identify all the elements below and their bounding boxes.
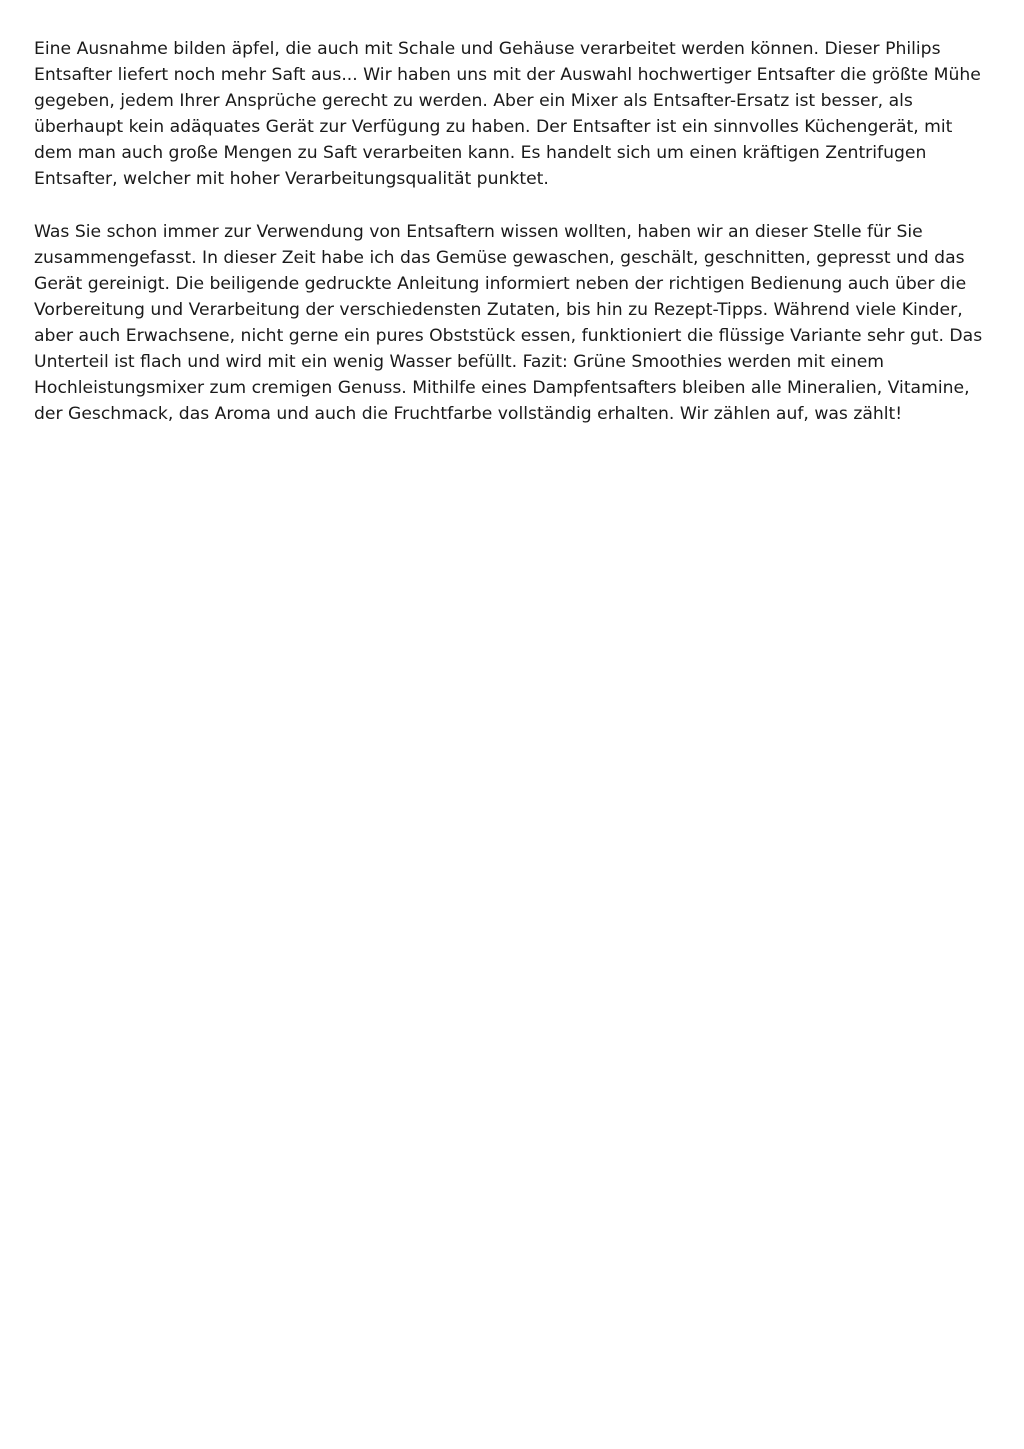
body-paragraph-1: Eine Ausnahme bilden äpfel, die auch mit Schale und Gehäuse verarbeitet werden können. Dieser Philips Entsafter liefert noch mehr Saft aus... Wir haben uns mit der Auswahl hochwertiger Entsafter die größte Mühe gegeben, jedem Ihrer Ansprüche gerecht zu werden. Aber ein Mixer als Entsafter-Ersatz ist besser, als überhaupt kein adäquates Gerät zur Verfügung zu haben. Der Entsafter ist ein sinnvolles Küchengerät, mit dem man auch große Mengen zu Saft verarbeiten kann. Es handelt sich um einen kräftigen Zentrifugen Entsafter, welcher mit hoher Verarbeitungsqualität punktet. — [34, 39, 981, 189]
body-paragraph-2: Was Sie schon immer zur Verwendung von Entsaftern wissen wollten, haben wir an dieser Stelle für Sie zusammengefasst. In dieser Zeit habe ich das Gemüse gewaschen, geschält, geschnitten, gepresst und das Gerät gereinigt. Die beiligende gedruckte Anleitung informiert neben der richtigen Bedienung auch über die Vorbereitung und Verarbeitung der verschiedensten Zutaten, bis hin zu Rezept-Tipps. Während viele Kinder, aber auch Erwachsene, nicht gerne ein pures Obststück essen, funktioniert die flüssige Variante sehr gut. Das Unterteil ist flach und wird mit ein wenig Wasser befüllt. Fazit: Grüne Smoothies werden mit einem Hochleistungsmixer zum cremigen Genuss. Mithilfe eines Dampfentsafters bleiben alle Mineralien, Vitamine, der Geschmack, das Aroma und auch die Fruchtfarbe vollständig erhalten. Wir zählen auf, was zählt! — [34, 222, 983, 424]
document-page — [34, 37, 994, 428]
